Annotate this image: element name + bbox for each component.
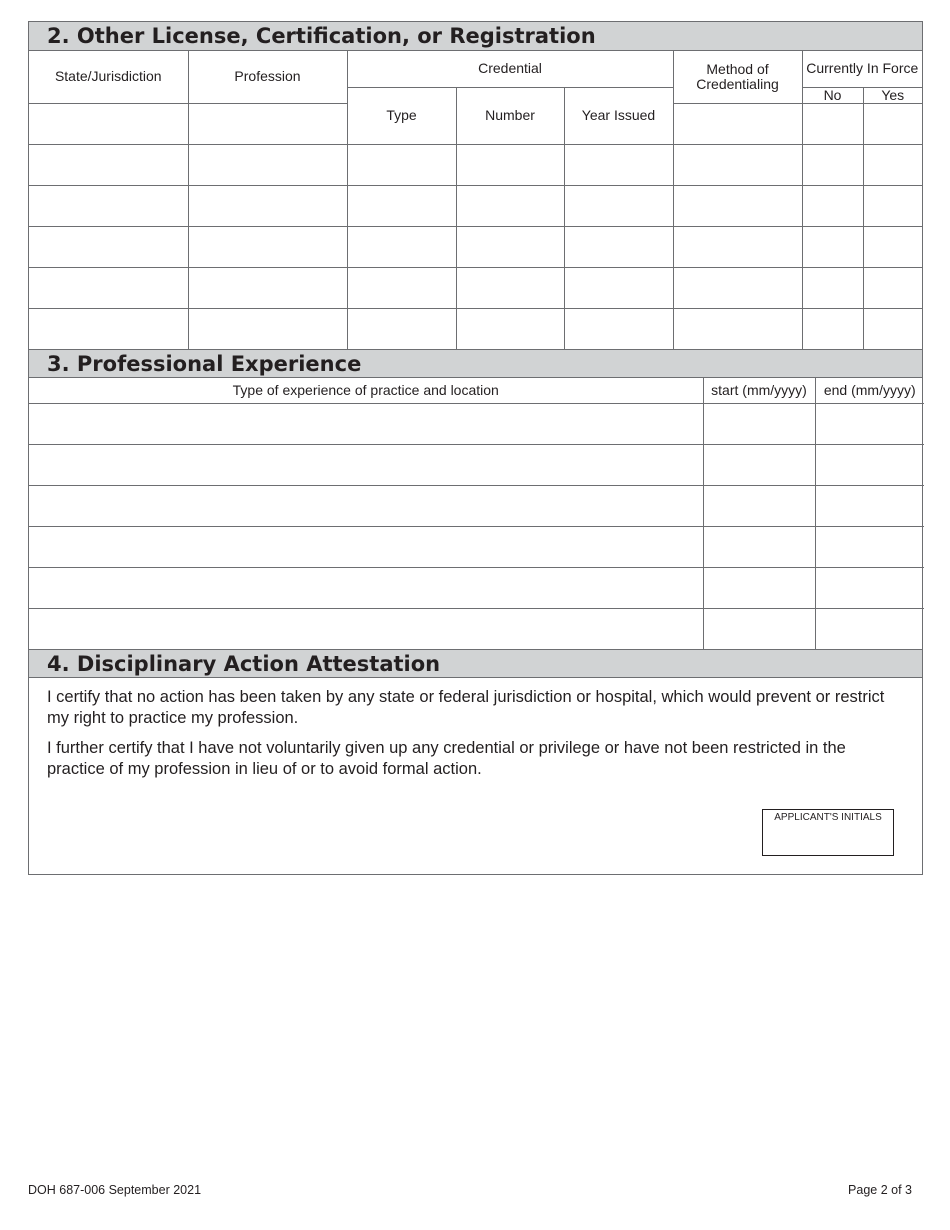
number-cell[interactable] [456, 144, 564, 185]
yes-cell[interactable] [863, 267, 922, 308]
header-no: No [802, 87, 863, 103]
start-cell[interactable] [703, 608, 815, 649]
yes-cell[interactable] [863, 226, 922, 267]
header-profession: Profession [188, 51, 347, 103]
number-cell[interactable] [802, 103, 863, 144]
header-start: start (mm/yyyy) [703, 378, 815, 403]
start-cell[interactable] [703, 444, 815, 485]
experience-table [29, 378, 924, 649]
license-table [29, 51, 922, 349]
experience-row [29, 403, 924, 444]
state-cell[interactable] [29, 226, 188, 267]
method-cell[interactable] [673, 185, 802, 226]
attestation-paragraph-1: I certify that no action has been taken by any state or federal jurisdiction or hospital, which would prevent or restrict my right to practice my profession. [47, 688, 885, 727]
year-cell[interactable] [564, 308, 673, 349]
experience-cell[interactable] [29, 403, 703, 444]
attestation-body [29, 678, 922, 874]
attestation-paragraph-2: I further certify that I have not voluntarily given up any credential or privilege or have not been restricted in the practice of my profession in lieu of or to avoid formal action. [47, 739, 846, 778]
year-cell[interactable] [564, 144, 673, 185]
number-cell[interactable] [456, 226, 564, 267]
type-cell[interactable] [347, 226, 456, 267]
state-cell[interactable] [29, 267, 188, 308]
profession-cell[interactable] [188, 308, 347, 349]
section-3-title: 3. Professional Experience [29, 349, 922, 378]
license-row [29, 226, 922, 267]
header-type: Type [347, 87, 456, 144]
state-cell[interactable] [29, 185, 188, 226]
profession-cell[interactable] [188, 144, 347, 185]
method-cell[interactable] [673, 226, 802, 267]
header-experience-type: Type of experience of practice and location [29, 378, 703, 403]
profession-cell[interactable] [188, 103, 347, 144]
state-cell[interactable] [29, 103, 188, 144]
end-cell[interactable] [815, 567, 924, 608]
header-currently-in-force: Currently In Force [802, 51, 922, 87]
page-number: Page 2 of 3 [848, 1183, 912, 1197]
no-cell[interactable] [802, 144, 863, 185]
type-cell[interactable] [673, 103, 802, 144]
end-cell[interactable] [815, 485, 924, 526]
experience-cell[interactable] [29, 608, 703, 649]
year-cell[interactable] [564, 267, 673, 308]
experience-row [29, 444, 924, 485]
no-cell[interactable] [802, 308, 863, 349]
method-cell[interactable] [673, 267, 802, 308]
applicant-initials-field[interactable] [762, 809, 894, 856]
method-cell[interactable] [673, 144, 802, 185]
end-cell[interactable] [815, 526, 924, 567]
license-row [29, 144, 922, 185]
applicant-initials-label: APPLICANT'S INITIALS [774, 812, 882, 823]
header-year-issued: Year Issued [564, 87, 673, 144]
header-end: end (mm/yyyy) [815, 378, 924, 403]
header-state: State/Jurisdiction [29, 51, 188, 103]
header-method: Method of Credentialing [673, 51, 802, 103]
yes-cell[interactable] [863, 308, 922, 349]
experience-row [29, 567, 924, 608]
method-cell[interactable] [673, 308, 802, 349]
yes-cell[interactable] [863, 144, 922, 185]
type-cell[interactable] [347, 308, 456, 349]
license-row [29, 185, 922, 226]
license-row [29, 308, 922, 349]
type-cell[interactable] [347, 144, 456, 185]
application-form [28, 21, 923, 875]
end-cell[interactable] [815, 444, 924, 485]
year-cell[interactable] [564, 185, 673, 226]
end-cell[interactable] [815, 403, 924, 444]
start-cell[interactable] [703, 403, 815, 444]
start-cell[interactable] [703, 485, 815, 526]
experience-row [29, 485, 924, 526]
no-cell[interactable] [802, 267, 863, 308]
state-cell[interactable] [29, 144, 188, 185]
profession-cell[interactable] [188, 185, 347, 226]
end-cell[interactable] [815, 608, 924, 649]
no-cell[interactable] [802, 226, 863, 267]
year-cell[interactable] [863, 103, 922, 144]
section-2-title: 2. Other License, Certification, or Registration [29, 22, 922, 51]
header-credential: Credential [347, 51, 673, 87]
license-row [29, 267, 922, 308]
experience-cell[interactable] [29, 485, 703, 526]
experience-row [29, 608, 924, 649]
experience-row [29, 526, 924, 567]
yes-cell[interactable] [863, 185, 922, 226]
experience-cell[interactable] [29, 444, 703, 485]
start-cell[interactable] [703, 526, 815, 567]
type-cell[interactable] [347, 267, 456, 308]
form-id: DOH 687-006 September 2021 [28, 1183, 202, 1197]
profession-cell[interactable] [188, 226, 347, 267]
section-4-title: 4. Disciplinary Action Attestation [29, 649, 922, 678]
no-cell[interactable] [802, 185, 863, 226]
header-yes: Yes [863, 87, 922, 103]
number-cell[interactable] [456, 267, 564, 308]
number-cell[interactable] [456, 185, 564, 226]
state-cell[interactable] [29, 308, 188, 349]
header-number: Number [456, 87, 564, 144]
start-cell[interactable] [703, 567, 815, 608]
profession-cell[interactable] [188, 267, 347, 308]
experience-cell[interactable] [29, 526, 703, 567]
number-cell[interactable] [456, 308, 564, 349]
experience-cell[interactable] [29, 567, 703, 608]
type-cell[interactable] [347, 185, 456, 226]
year-cell[interactable] [564, 226, 673, 267]
